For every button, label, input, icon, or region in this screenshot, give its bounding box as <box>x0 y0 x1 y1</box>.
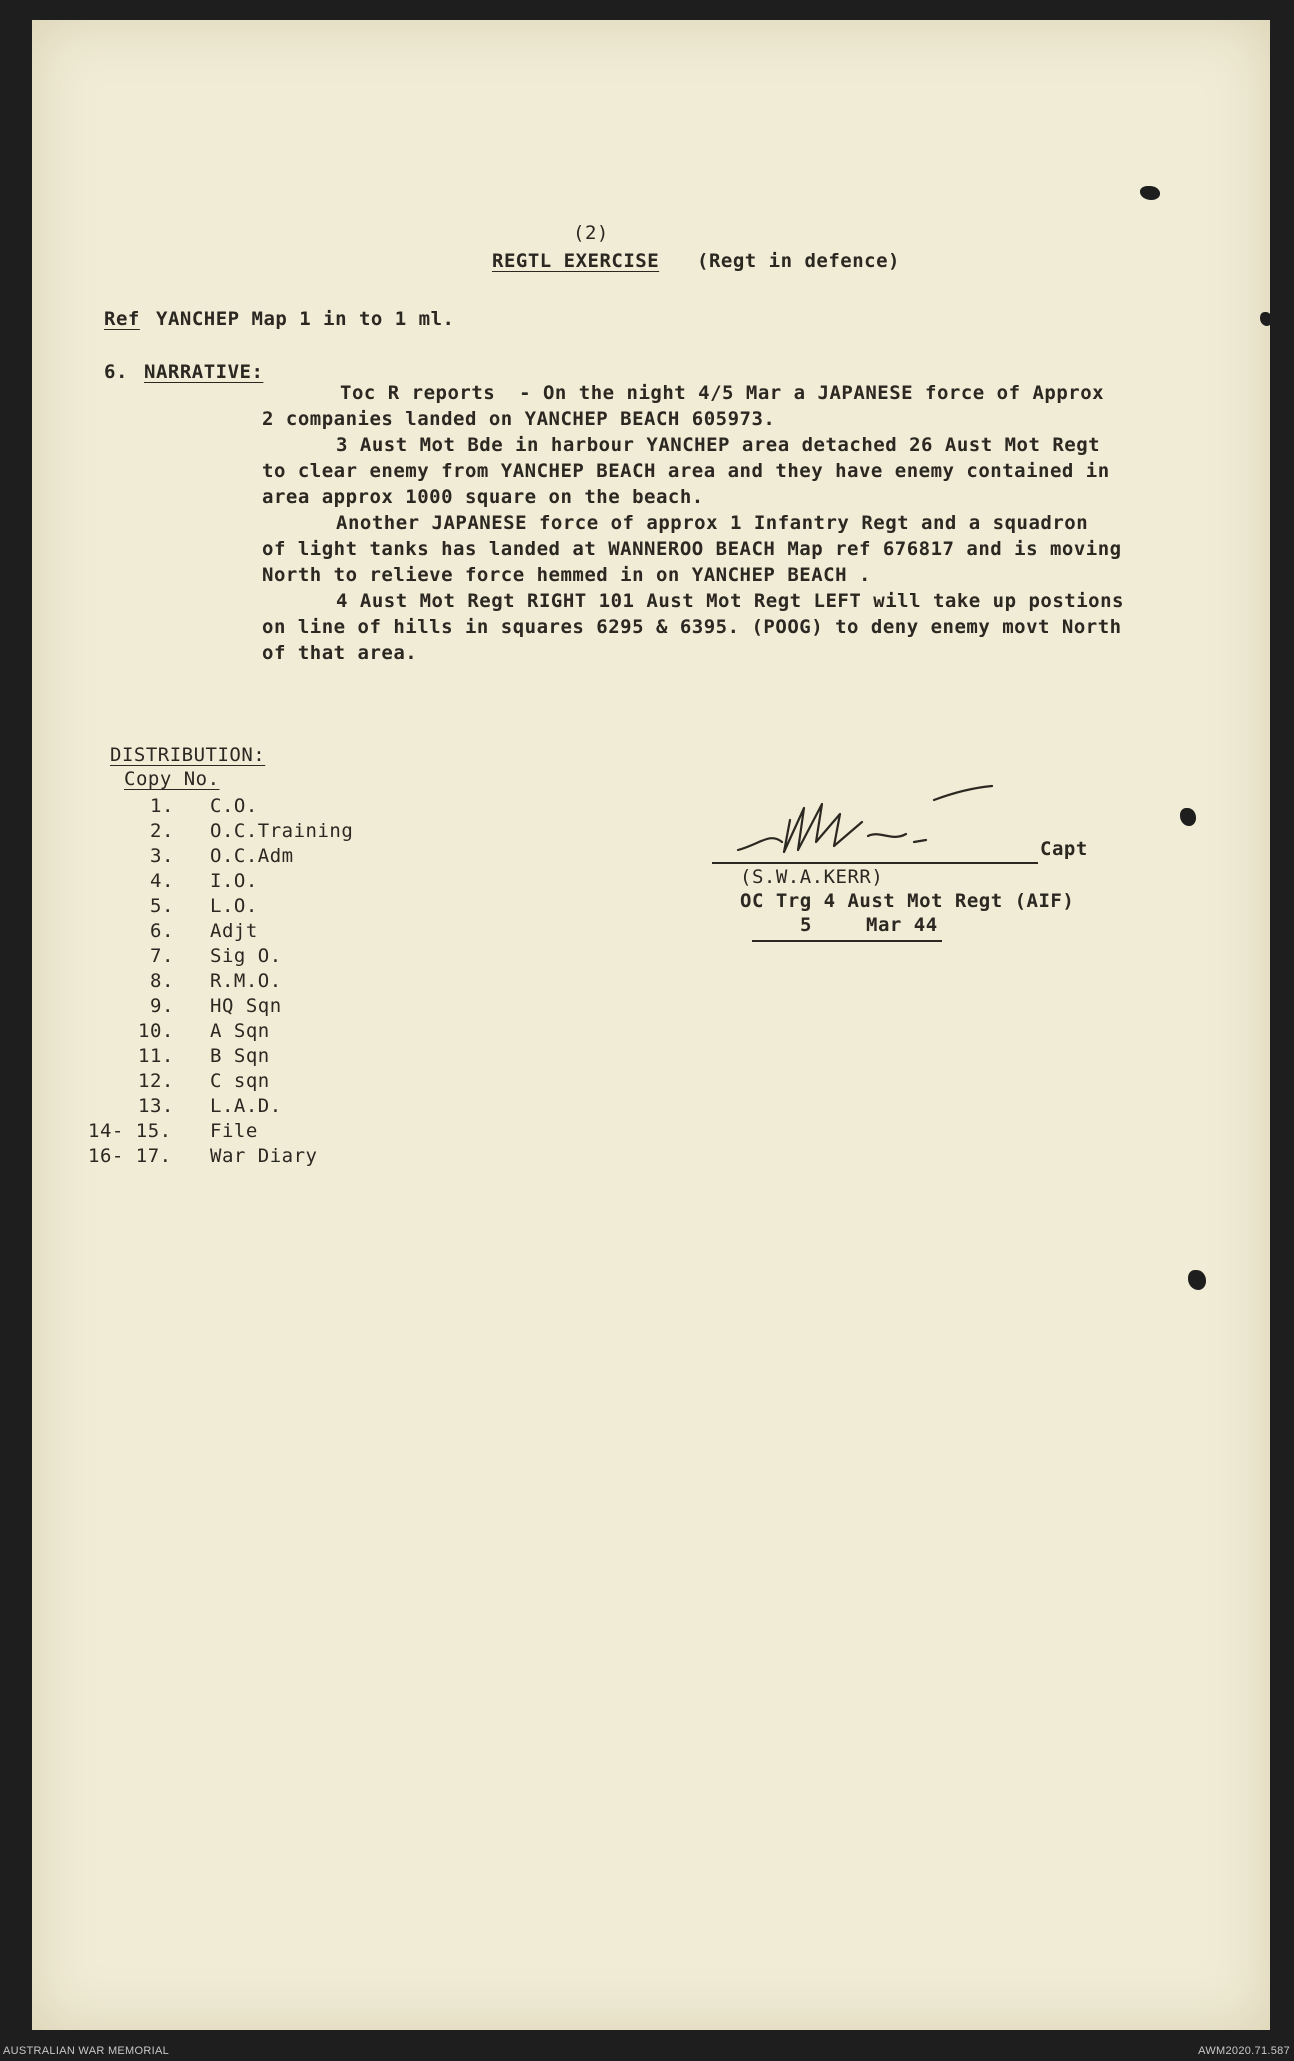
copy-number: 14- 15. <box>88 1120 172 1142</box>
signatory-name: (S.W.A.KERR) <box>740 866 884 888</box>
reference-label: Ref <box>104 308 140 330</box>
copy-number-header: Copy No. <box>124 768 220 790</box>
narrative-line: North to relieve force hemmed in on YANCHEP BEACH . <box>262 564 871 586</box>
distribution-title: DISTRIBUTION: <box>110 744 266 766</box>
copy-recipient: HQ Sqn <box>210 995 282 1017</box>
copy-number: 8. <box>150 970 174 992</box>
edge-tear <box>1260 312 1272 326</box>
copy-recipient: L.A.D. <box>210 1095 282 1117</box>
footer-catalogue-number: AWM2020.71.587 <box>1198 2045 1290 2057</box>
narrative-line: of that area. <box>262 642 418 664</box>
copy-number: 6. <box>150 920 174 942</box>
signature-day: 5 <box>800 914 812 936</box>
copy-recipient: A Sqn <box>210 1020 270 1042</box>
copy-recipient: C.O. <box>210 795 258 817</box>
signature-date: Mar 44 <box>866 914 938 936</box>
copy-recipient: R.M.O. <box>210 970 282 992</box>
narrative-line: Toc R reports - On the night 4/5 Mar a JAPANESE force of Approx <box>340 382 1105 404</box>
signature-line <box>712 862 1038 864</box>
signatory-appointment: OC Trg 4 Aust Mot Regt (AIF) <box>740 890 1075 912</box>
copy-number: 12. <box>138 1070 174 1092</box>
reference-text: YANCHEP Map 1 in to 1 ml. <box>156 308 455 330</box>
date-line <box>752 940 942 942</box>
narrative-number: 6. <box>104 361 128 383</box>
copy-recipient: O.C.Training <box>210 820 354 842</box>
page-number: (2) <box>573 222 609 244</box>
copy-number: 2. <box>150 820 174 842</box>
document-title: REGTL EXERCISE <box>492 250 660 272</box>
copy-number: 9. <box>150 995 174 1017</box>
narrative-line: 3 Aust Mot Bde in harbour YANCHEP area detached 26 Aust Mot Regt <box>336 434 1101 456</box>
copy-recipient: C sqn <box>210 1070 270 1092</box>
copy-recipient: B Sqn <box>210 1045 270 1067</box>
copy-number: 3. <box>150 845 174 867</box>
narrative-line: Another JAPANESE force of approx 1 Infantry Regt and a squadron <box>336 512 1089 534</box>
document-subtitle: (Regt in defence) <box>697 250 900 272</box>
narrative-title: NARRATIVE: <box>144 361 264 383</box>
copy-number: 1. <box>150 795 174 817</box>
footer-archive-name: AUSTRALIAN WAR MEMORIAL <box>3 2045 170 2057</box>
punch-hole <box>1180 808 1196 826</box>
copy-recipient: Adjt <box>210 920 258 942</box>
copy-number: 7. <box>150 945 174 967</box>
signatory-rank: Capt <box>1040 838 1088 860</box>
copy-recipient: File <box>210 1120 258 1142</box>
copy-recipient: I.O. <box>210 870 258 892</box>
narrative-line: on line of hills in squares 6295 & 6395. (POOG) to deny enemy movt North <box>262 616 1122 638</box>
copy-number: 11. <box>138 1045 174 1067</box>
copy-number: 5. <box>150 895 174 917</box>
handwritten-signature <box>730 772 1000 867</box>
narrative-line: to clear enemy from YANCHEP BEACH area and they have enemy contained in <box>262 460 1110 482</box>
copy-recipient: L.O. <box>210 895 258 917</box>
copy-number: 16- 17. <box>88 1145 172 1167</box>
punch-hole <box>1140 186 1160 200</box>
copy-number: 10. <box>138 1020 174 1042</box>
narrative-line: of light tanks has landed at WANNEROO BEACH Map ref 676817 and is moving <box>262 538 1122 560</box>
punch-hole <box>1188 1270 1206 1290</box>
narrative-line: 4 Aust Mot Regt RIGHT 101 Aust Mot Regt LEFT will take up postions <box>336 590 1124 612</box>
copy-number: 13. <box>138 1095 174 1117</box>
narrative-line: 2 companies landed on YANCHEP BEACH 605973. <box>262 408 776 430</box>
copy-recipient: O.C.Adm <box>210 845 294 867</box>
copy-recipient: Sig O. <box>210 945 282 967</box>
narrative-line: area approx 1000 square on the beach. <box>262 486 704 508</box>
copy-number: 4. <box>150 870 174 892</box>
copy-recipient: War Diary <box>210 1145 318 1167</box>
